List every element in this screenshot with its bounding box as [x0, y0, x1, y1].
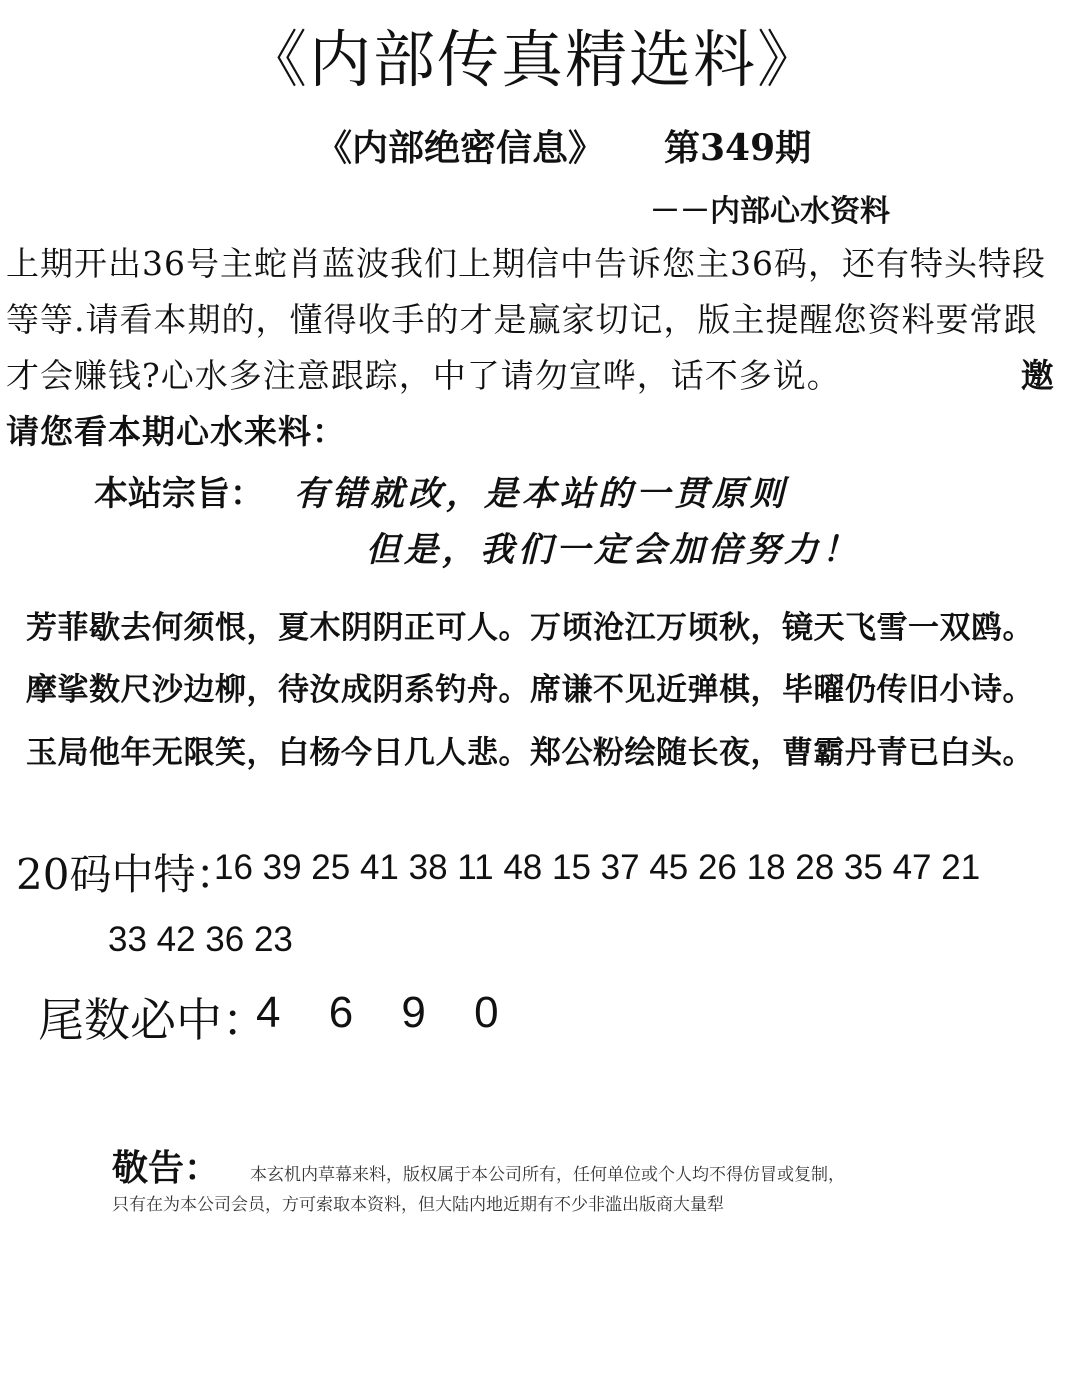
- motto-line-1: 有错就改，是本站的一贯原则: [294, 474, 788, 514]
- code20-numbers-line-1: 16 39 25 41 38 11 48 15 37 45 26 18 28 35 47 21: [214, 848, 981, 887]
- motto-label: 本站宗旨：: [94, 474, 264, 514]
- tail-numbers: 4 6 9 0: [256, 988, 517, 1037]
- poem-line: 摩挲数尺沙边柳，待汝成阴系钓舟。席谦不见近弹棋，毕曜仍传旧小诗。: [26, 672, 1034, 708]
- issue-number: 第349期: [664, 127, 812, 169]
- invite-text: 邀请您看本期心水来料：: [6, 356, 1055, 451]
- motto-line-2: 但是，我们一定会加倍努力！: [366, 530, 860, 570]
- poem-line: 芳菲歇去何须恨，夏木阴阴正可人。万顷沧江万顷秋，镜天飞雪一双鸥。: [26, 610, 1034, 646]
- code20-numbers-line-2: 33 42 36 23: [108, 920, 293, 959]
- intro-paragraph: [6, 236, 1064, 460]
- intro-text: 上期开出36号主蛇肖蓝波我们上期信中告诉您主36码，还有特头特段等等.请看本期的，懂得收手的才是赢家切记，版主提醒您资料要常跟才会赚钱?心水多注意跟踪，中了请勿宣哗，话不多说。: [6, 244, 1046, 395]
- tail-label: 尾数必中：: [38, 993, 268, 1047]
- source-label: －－内部心水资料: [650, 194, 890, 229]
- code20-label: 20码中特：: [16, 850, 238, 899]
- notice-line-1: 本玄机内草幕来料，版权属于本公司所有，任何单位或个人均不得仿冒或复制，: [250, 1165, 845, 1185]
- notice-label: 敬告：: [112, 1147, 221, 1189]
- subtitle: 《内部绝密信息》: [316, 127, 605, 169]
- notice-line-2: 只有在为本公司会员，方可索取本资料，但大陆内地近期有不少非滥出版商大量犁: [112, 1195, 724, 1215]
- page-title: 《内部传真精选料》: [244, 23, 821, 96]
- poem-line: 玉局他年无限笑，白杨今日几人悲。郑公粉绘随长夜，曹霸丹青已白头。: [26, 735, 1034, 771]
